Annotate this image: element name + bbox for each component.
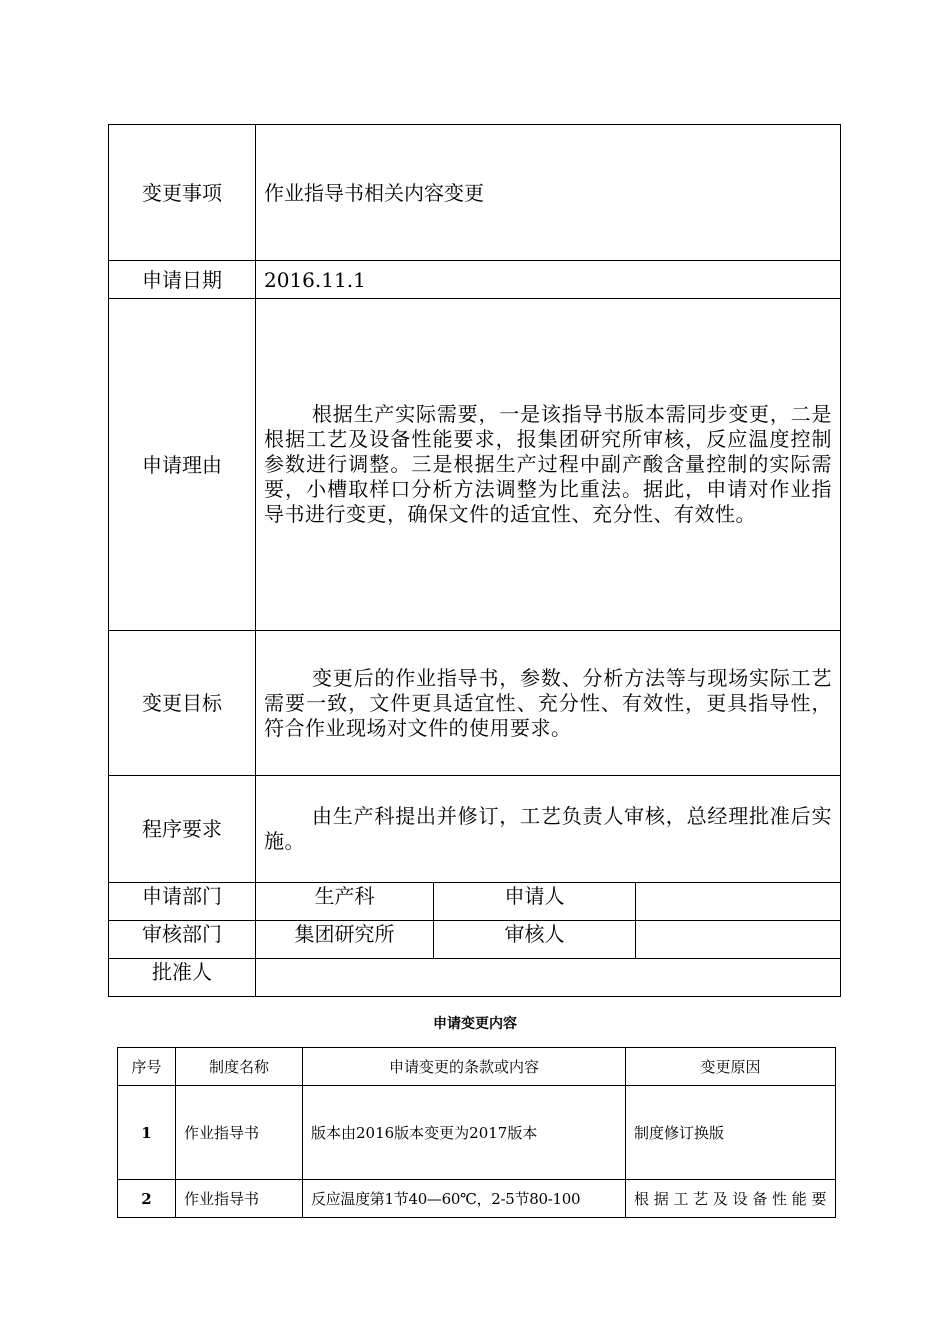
applicant-label: 申请人: [434, 883, 636, 921]
change-request-form: [108, 124, 841, 997]
reviewer-value: [636, 921, 841, 959]
review-dept-label: 审核部门: [109, 921, 256, 959]
procedure-cell: [256, 776, 841, 883]
goal-label: 变更目标: [109, 631, 256, 776]
review-dept-value: 集团研究所: [256, 921, 434, 959]
row-no: 1: [118, 1086, 176, 1180]
apply-dept-value: 生产科: [256, 883, 434, 921]
header-content: 申请变更的条款或内容: [303, 1048, 626, 1086]
row-content: 反应温度第1节40—60℃，2-5节80-100: [303, 1180, 626, 1218]
row-content: 版本由2016版本变更为2017版本: [303, 1086, 626, 1180]
row-no: 2: [118, 1180, 176, 1218]
apply-dept-label: 申请部门: [109, 883, 256, 921]
approver-label: 批准人: [109, 959, 256, 997]
row-reason: 制度修订换版: [626, 1086, 836, 1180]
reason-cell: [256, 299, 841, 631]
row-reason: 根据工艺及设备性能要: [626, 1180, 836, 1218]
table-row: [118, 1180, 836, 1218]
change-content-caption: 申请变更内容: [433, 1016, 517, 1032]
header-reason: 变更原因: [626, 1048, 836, 1086]
row-name: 作业指导书: [176, 1086, 303, 1180]
apply-date-label: 申请日期: [109, 261, 256, 299]
change-item-value: 作业指导书相关内容变更: [256, 125, 841, 261]
reason-text: 根据生产实际需要，一是该指导书版本需同步变更，二是根据工艺及设备性能要求，报集团研究所审核，反应温度控制参数进行调整。三是根据生产过程中副产酸含量控制的实际需要，小槽取样口分析方法调整为比重法。据此，申请对作业指导书进行变更，确保文件的适宜性、充分性、有效性。: [264, 402, 832, 526]
row-name: 作业指导书: [176, 1180, 303, 1218]
goal-cell: [256, 631, 841, 776]
approver-value: [256, 959, 841, 997]
apply-date-value: 2016.11.1: [256, 261, 841, 299]
applicant-value: [636, 883, 841, 921]
header-name: 制度名称: [176, 1048, 303, 1086]
reviewer-label: 审核人: [434, 921, 636, 959]
procedure-text: 由生产科提出并修订，工艺负责人审核，总经理批准后实施。: [264, 804, 832, 853]
reason-label: 申请理由: [109, 299, 256, 631]
header-no: 序号: [118, 1048, 176, 1086]
goal-text: 变更后的作业指导书，参数、分析方法等与现场实际工艺需要一致，文件更具适宜性、充分性、有效性，更具指导性，符合作业现场对文件的使用要求。: [264, 665, 832, 740]
change-item-label: 变更事项: [109, 125, 256, 261]
table-row: [118, 1086, 836, 1180]
change-content-table: [117, 1047, 836, 1218]
procedure-label: 程序要求: [109, 776, 256, 883]
